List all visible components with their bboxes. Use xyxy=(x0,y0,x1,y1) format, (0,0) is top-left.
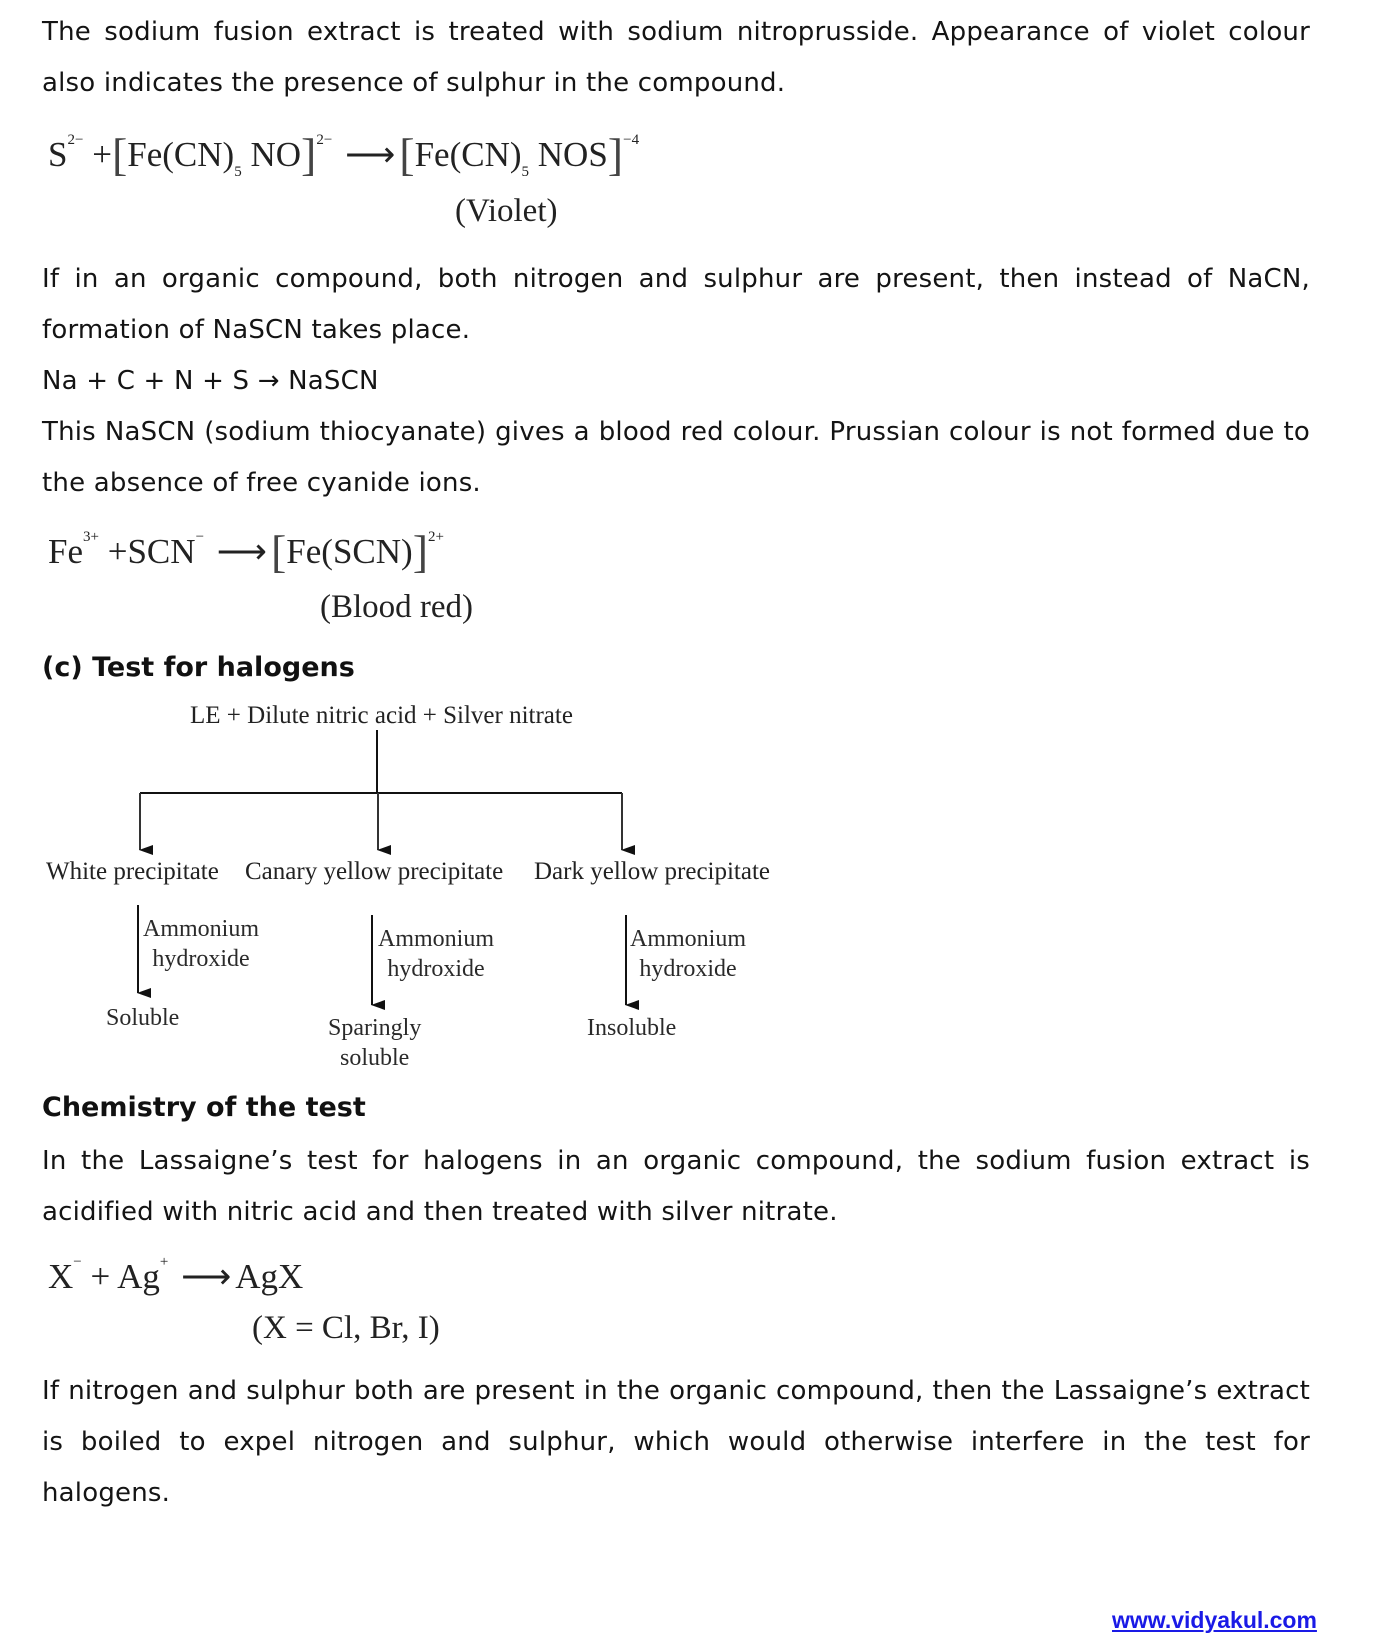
reagent-line2: hydroxide xyxy=(152,946,250,972)
eq2-iron: Fe xyxy=(48,532,83,571)
eq2-bracket-close: ] xyxy=(412,526,429,577)
equation-nascn: Na + C + N + S → NaSCN xyxy=(42,366,379,396)
eq1-product-charge: −4 xyxy=(623,132,640,148)
reagent-line1: Ammonium xyxy=(630,926,747,952)
eq2-iron-charge: 3+ xyxy=(83,529,99,545)
eq1-bracket-close: ] xyxy=(301,129,317,180)
heading-test-for-halogens: (c) Test for halogens xyxy=(42,652,355,683)
eq2-scn-charge: − xyxy=(195,529,205,545)
reagent-label-white xyxy=(143,914,259,974)
eq3-plus: + xyxy=(90,1257,111,1296)
result-line1: Sparingly xyxy=(328,1015,422,1041)
eq1-no: NO xyxy=(241,135,302,174)
eq3-silver: Ag xyxy=(117,1257,160,1296)
equation-silver-halide xyxy=(48,1254,303,1297)
eq2-plus: + xyxy=(107,532,128,571)
reagent-line2: hydroxide xyxy=(387,956,485,982)
eq1-nitroprusside: Fe(CN) xyxy=(127,135,235,174)
eq2-scn: SCN xyxy=(127,532,196,571)
equation-note-blood-red: (Blood red) xyxy=(320,589,474,625)
eq1-product-bracket-close: ] xyxy=(607,129,624,180)
footer-website-link[interactable]: www.vidyakul.com xyxy=(1112,1607,1317,1633)
eq3-product: AgX xyxy=(235,1257,304,1296)
precipitate-dark-yellow: Dark yellow precipitate xyxy=(534,858,771,885)
eq2-bracket-open: [ xyxy=(270,526,287,577)
paragraph-boil-extract: If nitrogen and sulphur both are present in the organic compound, then the Lassaigne’s extract is boiled to expel nitrogen and sulphur, which would otherwise interfere in the test for halogens. xyxy=(42,1376,1310,1508)
eq2-product: Fe(SCN) xyxy=(286,532,413,571)
result-sparingly-soluble xyxy=(328,1013,421,1073)
eq1-product-sub: 5 xyxy=(521,164,530,180)
reagent-line1: Ammonium xyxy=(378,926,495,952)
eq1-charge: 2− xyxy=(316,132,333,148)
eq1-bracket-open: [ xyxy=(111,129,128,180)
eq1-plus: + xyxy=(92,135,112,174)
eq2-product-charge: 2+ xyxy=(428,529,444,545)
eq1-sub: 5 xyxy=(234,164,242,180)
precipitate-white: White precipitate xyxy=(46,858,219,885)
reagent-line2: hydroxide xyxy=(639,956,737,982)
eq1-sulphide-charge: 2− xyxy=(67,132,84,148)
equation-note-halogens: (X = Cl, Br, I) xyxy=(252,1310,440,1346)
reaction-arrow-icon: ⟶ xyxy=(216,532,267,571)
paragraph-nascn-formation: If in an organic compound, both nitrogen and sulphur are present, then instead of NaCN, formation of NaSCN takes place. xyxy=(42,264,1310,345)
eq1-product-nos: NOS xyxy=(529,135,608,174)
eq3-silver-charge: + xyxy=(159,1254,169,1270)
equation-note-violet: (Violet) xyxy=(455,193,558,229)
paragraph-lassaigne-halogens: In the Lassaigne’s test for halogens in an organic compound, the sodium fusion extract is acidified with nitric acid and then treated with silver nitrate. xyxy=(42,1146,1310,1227)
reaction-arrow-icon: ⟶ xyxy=(345,135,396,174)
flowchart-top-reagents: LE + Dilute nitric acid + Silver nitrate xyxy=(190,702,573,729)
eq1-product-bracket-open: [ xyxy=(399,129,415,180)
precipitate-canary-yellow: Canary yellow precipitate xyxy=(245,858,504,885)
result-line2: soluble xyxy=(340,1045,410,1071)
reagent-label-dark xyxy=(630,924,746,984)
eq1-product: Fe(CN) xyxy=(414,135,522,174)
eq3-halide-charge: − xyxy=(73,1254,82,1270)
paragraph-blood-red: This NaSCN (sodium thiocyanate) gives a blood red colour. Prussian colour is not formed due to the absence of free cyanide ions. xyxy=(42,417,1310,498)
result-soluble: Soluble xyxy=(106,1005,180,1031)
heading-chemistry-of-test: Chemistry of the test xyxy=(42,1092,366,1123)
result-insoluble: Insoluble xyxy=(587,1015,677,1041)
eq1-sulphide: S xyxy=(48,135,68,174)
reaction-arrow-icon: ⟶ xyxy=(181,1257,232,1296)
paragraph-nitroprusside: The sodium fusion extract is treated with sodium nitroprusside. Appearance of violet colour also indicates the presence of sulphur in the compound. xyxy=(42,17,1310,98)
reagent-label-canary xyxy=(378,924,494,984)
reagent-line1: Ammonium xyxy=(143,916,260,942)
eq3-halide: X xyxy=(48,1257,74,1296)
